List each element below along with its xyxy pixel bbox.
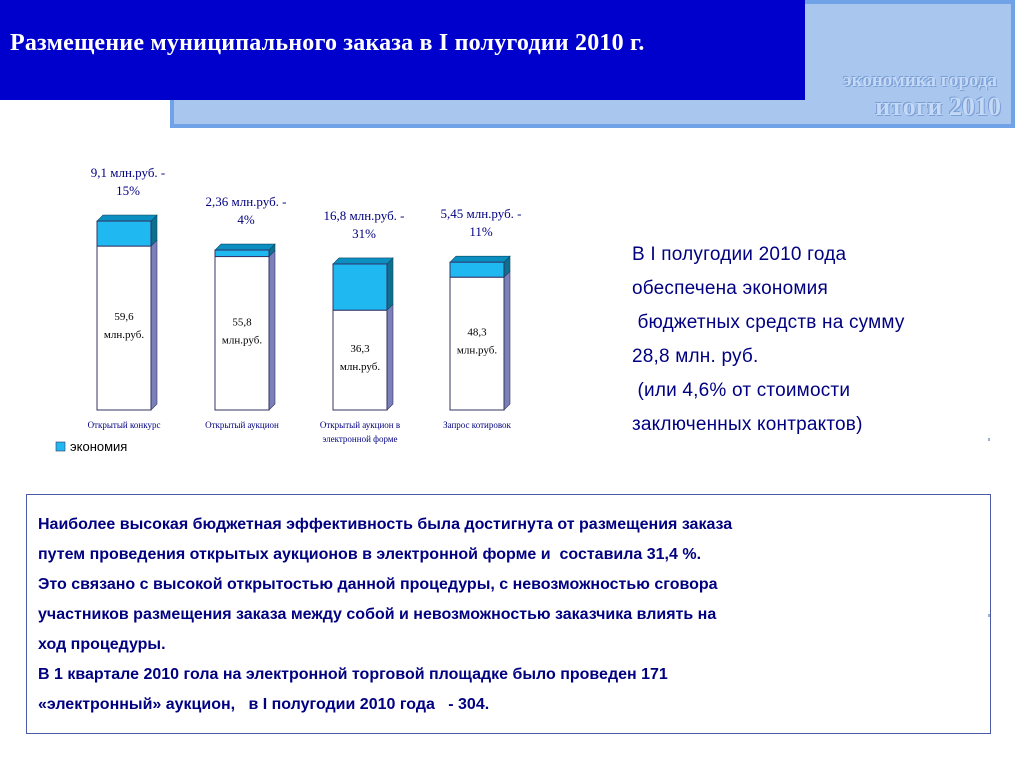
summary-line: (или 4,6% от стоимости <box>632 380 851 401</box>
bar-value-label: 59,6 <box>114 311 134 324</box>
category-label: Открытый конкурс <box>87 420 161 430</box>
bar-value-label: 55,8 <box>232 316 252 329</box>
bar-value-label: млн.руб. <box>456 344 498 357</box>
note-line: путем проведения открытых аукционов в электронной форме и составила 31,4 %. <box>38 546 702 563</box>
summary-line: заключенных контрактов) <box>632 414 863 435</box>
savings-bar-chart <box>0 140 600 470</box>
header-bar <box>0 0 805 100</box>
summary-line: обеспечена экономия <box>632 278 828 299</box>
decor-dot <box>988 438 990 441</box>
legend-label: экономия <box>70 439 128 454</box>
decor-dot <box>988 614 990 617</box>
category-label: электронной форме <box>322 434 398 444</box>
summary-line: В I полугодии 2010 года <box>632 244 847 265</box>
bar-value-label: млн.руб. <box>103 329 145 342</box>
saving-value-label: 15% <box>116 183 140 199</box>
note-line: Это связано с высокой открытостью данной процедуры, с невозможностью сговора <box>38 576 718 593</box>
brand-line-2: итоги 2010 <box>875 92 1001 121</box>
bar-base-side <box>504 271 510 410</box>
note-line: В 1 квартале 2010 гола на электронной торговой площадке было проведен 171 <box>38 666 668 683</box>
bar-value-label: 48,3 <box>467 326 487 339</box>
note-line: ход процедуры. <box>38 636 166 653</box>
saving-value-label: 31% <box>352 225 376 241</box>
legend-swatch <box>56 442 65 451</box>
bar-base-side <box>269 251 275 410</box>
bar-top <box>333 258 393 264</box>
bar-saving-side <box>387 258 393 310</box>
saving-value-label: 5,45 млн.руб. - <box>440 206 522 222</box>
category-label: Открытый аукцион <box>205 420 279 430</box>
note-line: участников размещения заказа между собой и невозможностью заказчика влиять на <box>38 606 717 623</box>
bar-value-label: 36,3 <box>350 343 370 356</box>
bar-base <box>333 310 387 410</box>
bar-saving <box>450 262 504 277</box>
brand-line-1: экономика города <box>843 70 997 91</box>
bar-top <box>215 244 275 250</box>
bar-saving <box>215 250 269 256</box>
saving-value-label: 4% <box>237 212 255 228</box>
bar-base <box>97 246 151 410</box>
bar-value-label: млн.руб. <box>221 334 263 347</box>
summary-text <box>632 238 992 442</box>
saving-value-label: 11% <box>469 224 493 240</box>
category-label: Запрос котировок <box>443 420 511 430</box>
bar-base-side <box>387 304 393 410</box>
page-title: Размещение муниципального заказа в I полугодии 2010 г. <box>10 30 645 56</box>
bar-base-side <box>151 240 157 410</box>
summary-line: 28,8 млн. руб. <box>632 346 759 367</box>
note-line: Наиболее высокая бюджетная эффективность была достигнута от размещения заказа <box>38 516 733 533</box>
bar-base <box>215 257 269 410</box>
bar-top <box>97 215 157 221</box>
summary-line: бюджетных средств на сумму <box>632 312 905 333</box>
note-text <box>38 510 978 720</box>
bar-top <box>450 256 510 262</box>
saving-value-label: 16,8 млн.руб. - <box>323 207 405 223</box>
category-label: Открытый аукцион в <box>319 420 401 430</box>
saving-value-label: 2,36 млн.руб. - <box>205 194 287 210</box>
bar-base <box>450 277 504 410</box>
bar-value-label: млн.руб. <box>339 361 381 374</box>
bar-saving <box>97 221 151 246</box>
bar-saving <box>333 264 387 310</box>
note-line: «электронный» аукцион, в I полугодии 2010 года - 304. <box>38 696 490 713</box>
saving-value-label: 9,1 млн.руб. - <box>90 165 166 181</box>
